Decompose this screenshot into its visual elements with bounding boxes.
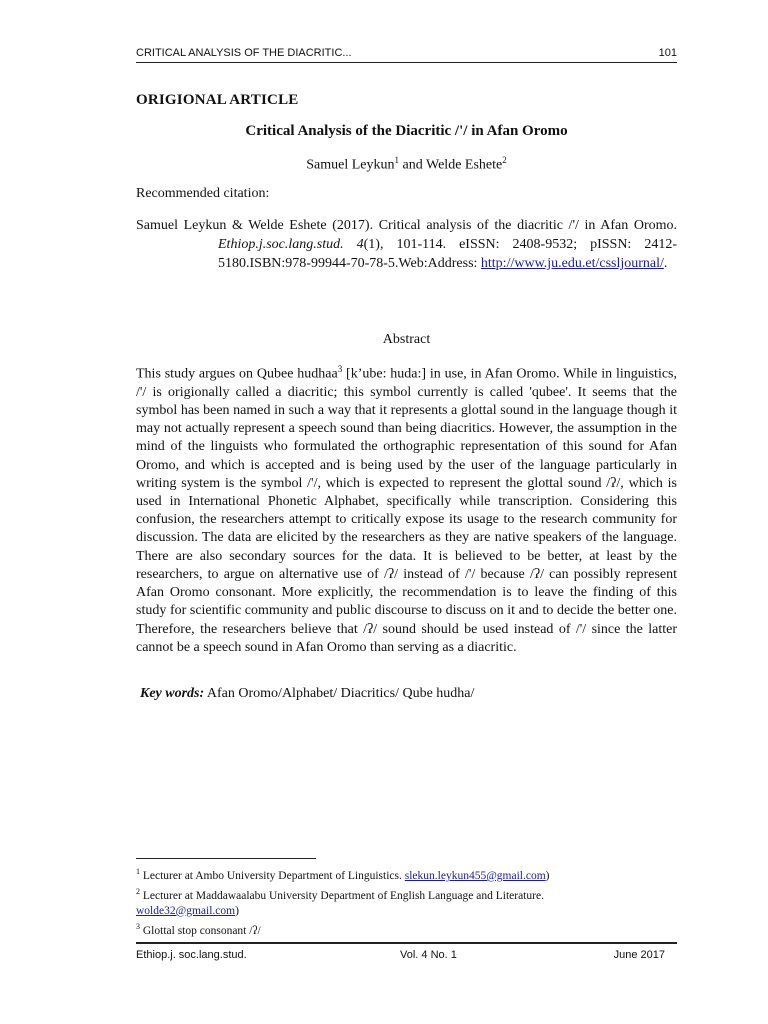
footer-date: June 2017: [613, 949, 665, 961]
footnote-1-close: ): [545, 869, 550, 882]
footnote-divider: [136, 858, 316, 859]
footer-journal: Ethiop.j. soc.lang.stud.: [136, 949, 247, 961]
author-1-affil: 1: [394, 155, 400, 165]
citation-journal: Ethiop.j.soc.lang.stud. 4: [218, 237, 364, 252]
abstract-heading: Abstract: [382, 332, 431, 347]
author-1: Samuel Leykun: [306, 157, 395, 173]
citation-after: (1), 101-114. eISSN: 2408-9532; pISSN: 2412-5180.ISBN:978-99944-70-78-5.Web:Address:: [218, 237, 677, 271]
page-footer: [136, 949, 677, 965]
footnote-3-text: Glottal stop consonant /ʔ/: [140, 924, 261, 937]
footnote-2-close: ): [235, 904, 239, 917]
footnote-2: [136, 884, 677, 919]
keywords-text: Afan Oromo/Alphabet/ Diacritics/ Qube hudha/: [204, 686, 475, 701]
footnote-1-text: Lecturer at Ambo University Department of Linguistics.: [140, 869, 405, 882]
citation-end: .: [663, 256, 668, 271]
running-title: CRITICAL ANALYSIS OF THE DIACRITIC...: [136, 47, 352, 59]
running-header: [136, 44, 677, 63]
abstract-body: [136, 360, 677, 657]
citation-url-link[interactable]: http://www.ju.edu.et/cssljournal/: [480, 256, 664, 271]
footnotes: [136, 864, 677, 938]
author-2-affil: 2: [502, 155, 507, 165]
footnote-1: [136, 864, 677, 884]
author-line: [136, 155, 677, 174]
article-title: Critical Analysis of the Diacritic /'/ in Afan Oromo: [245, 123, 568, 139]
citation-before: Samuel Leykun & Welde Eshete (2017). Critical analysis of the diacritic /'/ in Afan Oromo.: [136, 218, 677, 233]
footnote-3-number: 3: [136, 921, 140, 931]
footnote-1-number: 1: [136, 867, 140, 876]
article-type: ORIGIONAL ARTICLE: [136, 92, 299, 108]
keywords: [140, 686, 474, 702]
author-2: Welde Eshete: [426, 157, 503, 173]
page-number: 101: [658, 47, 677, 59]
footnote-ref-3: 3: [337, 364, 343, 374]
footnote-2-email-link[interactable]: wolde32@gmail.com: [136, 904, 236, 917]
abstract-text: [k’ube: huda:] in use, in Afan Oromo. While in linguistics, /'/ is origionally called a diacritic; this symbol currently is called 'qubee'. It seems that the symbol has been named in such a way that it represents a glottal sound in the language though it may not actually represent a speech sound than being diacritics. However, the assumption in the mind of the linguists who formulated the orthographic representation of this sound for Afan Oromo, and which is accepted and is being used by the user of the language particularly in writing system is the symbol /'/, which is expected to represent the glottal sound /ʔ/, which is used in International Phonetic Alphabet, specifically while transcription. Considering this confusion, the researchers attempt to critically expose its usage to the research community for discussion. The data are elicited by the researchers as they are native speakers of the language. There are also secondary sources for the data. It is believed to be better, at least by the researchers, to argue on alternative use of /ʔ/ instead of /'/ because /ʔ/ can possibly represent Afan Oromo consonant. More explicitly, the recommendation is to leave the finding of this study for scientific community and public discourse to discuss on it and to decide the better one. Therefore, the researchers believe that /ʔ/ sound should be used instead of /'/ since the latter cannot be a speech sound in Afan Oromo than serving as a diacritic.: [136, 366, 677, 655]
citation-label: Recommended citation:: [136, 186, 270, 201]
footer-divider: [136, 942, 677, 944]
footnote-2-text: Lecturer at Maddawaalabu University Department of English Language and Literature.: [140, 889, 544, 902]
footnote-2-number: 2: [136, 886, 140, 896]
abstract-lead: This study argues on Qubee hudhaa: [136, 366, 338, 382]
footnote-3: [136, 919, 677, 939]
footer-volume: Vol. 4 No. 1: [400, 949, 457, 961]
author-joiner: and: [399, 157, 426, 173]
keywords-label: Key words:: [140, 686, 205, 701]
citation-text: [136, 216, 677, 273]
footnote-1-email-link[interactable]: slekun.leykun455@gmail.com: [404, 869, 546, 882]
